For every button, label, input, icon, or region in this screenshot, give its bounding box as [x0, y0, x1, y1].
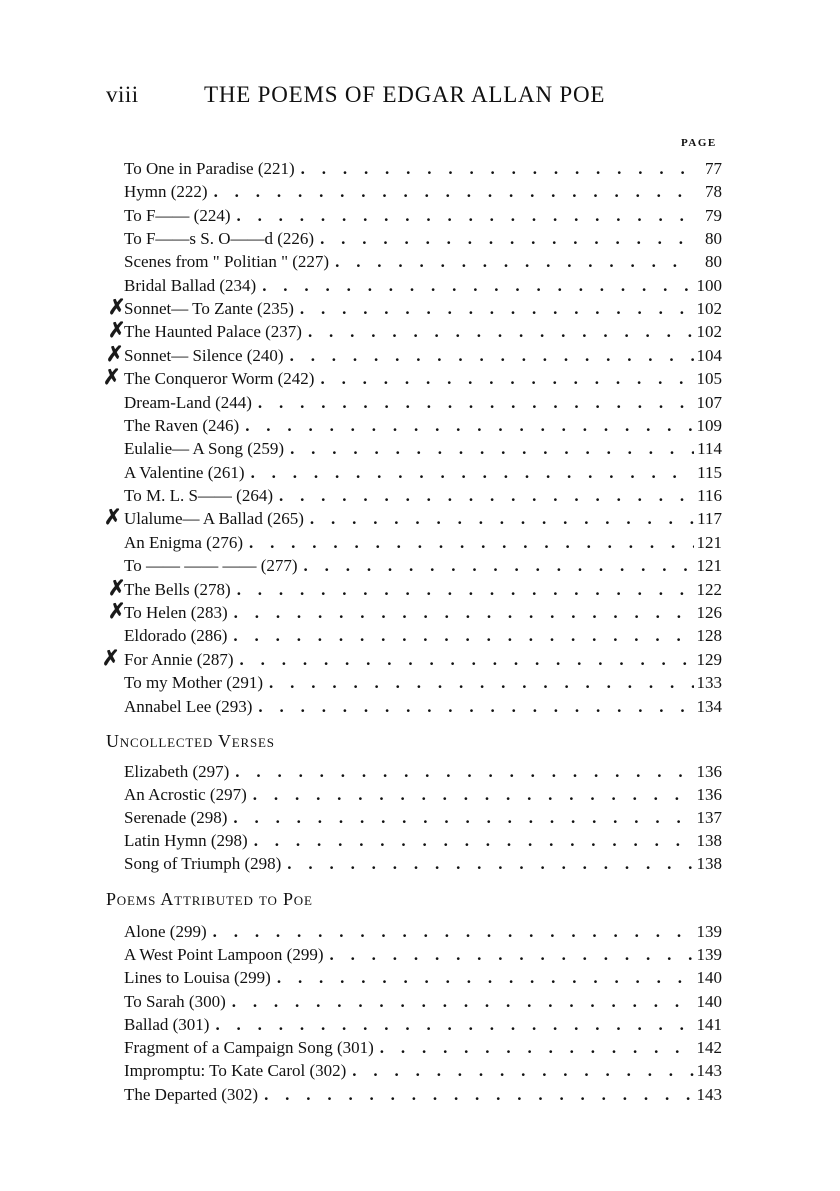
- leader-dots: [256, 274, 694, 297]
- toc-entry-title: Serenade (298): [124, 808, 228, 827]
- leader-dots: [228, 601, 694, 624]
- toc-entry-page: 79: [705, 206, 722, 225]
- toc-entry-page: 129: [696, 650, 722, 669]
- toc-entry: [124, 391, 722, 414]
- toc-entry: [124, 648, 722, 671]
- toc-entry: [124, 484, 722, 507]
- running-title: THE POEMS OF EDGAR ALLAN POE: [204, 82, 606, 107]
- toc-entry-title: Sonnet— Silence (240): [124, 346, 284, 365]
- leader-dots: [295, 157, 694, 180]
- toc-entry-title: A Valentine (261): [124, 463, 245, 482]
- leader-dots: [227, 806, 694, 829]
- toc-entry: [124, 852, 722, 875]
- toc-entry-title: Ballad (301): [124, 1015, 210, 1034]
- pencil-check-mark: ✗: [106, 342, 124, 366]
- toc-entry-title: To my Mother (291): [124, 673, 264, 692]
- toc-entry-title: To M. L. S—— (264): [124, 486, 273, 505]
- leader-dots: [314, 367, 694, 390]
- toc-entry-page: 141: [696, 1015, 722, 1034]
- toc-entry: [124, 157, 722, 180]
- toc-entry-page: 142: [696, 1038, 722, 1057]
- pencil-check-mark: ✗: [104, 505, 122, 529]
- leader-dots: [234, 648, 694, 671]
- toc-entry-page: 121: [696, 533, 722, 552]
- toc-entry-title: Impromptu: To Kate Carol (302): [124, 1061, 347, 1080]
- toc-entry: [124, 227, 722, 250]
- toc-entry-page: 137: [696, 808, 722, 827]
- toc-entry-page: 136: [696, 762, 722, 781]
- toc-entry: [124, 1083, 722, 1106]
- leader-dots: [209, 1013, 694, 1036]
- leader-dots: [273, 484, 694, 507]
- leader-dots: [284, 344, 694, 367]
- toc-entry: [124, 806, 722, 829]
- toc-entry: [124, 274, 722, 297]
- toc-entry: [124, 695, 722, 718]
- toc-entry: [124, 624, 722, 647]
- toc-entry: [124, 250, 722, 273]
- toc-entry: [124, 829, 722, 852]
- leader-dots: [247, 783, 694, 806]
- toc-entry: [124, 554, 722, 577]
- toc-entry-page: 105: [696, 369, 722, 388]
- toc-entry-page: 138: [696, 854, 722, 873]
- leader-dots: [245, 461, 694, 484]
- toc-entry-title: Fragment of a Campaign Song (301): [124, 1038, 374, 1057]
- toc-entry: [124, 578, 722, 601]
- toc-entry-title: To Sarah (300): [124, 992, 226, 1011]
- toc-entry-title: The Raven (246): [124, 416, 240, 435]
- toc-entry-page: 104: [696, 346, 722, 365]
- toc-entry: [124, 671, 722, 694]
- toc-entry: [124, 920, 722, 943]
- toc-entry-page: 80: [705, 229, 722, 248]
- leader-dots: [314, 227, 694, 250]
- page-column-label: PAGE: [681, 137, 717, 149]
- leader-dots: [263, 671, 694, 694]
- toc-entry-page: 139: [696, 922, 722, 941]
- leader-dots: [207, 920, 694, 943]
- toc-entry-page: 140: [696, 992, 722, 1011]
- toc-entry-page: 100: [696, 276, 722, 295]
- toc-entry-title: Elizabeth (297): [124, 762, 230, 781]
- toc-entry-page: 139: [696, 945, 722, 964]
- leader-dots: [239, 414, 694, 437]
- toc-entry-title: Song of Triumph (298): [124, 854, 282, 873]
- leader-dots: [323, 943, 694, 966]
- toc-entry: [124, 507, 722, 530]
- toc-entry: [124, 990, 722, 1013]
- running-header: [106, 82, 666, 116]
- toc-entry: [124, 204, 722, 227]
- leader-dots: [230, 204, 694, 227]
- leader-dots: [346, 1059, 694, 1082]
- pencil-check-mark: ✗: [103, 365, 121, 389]
- toc-entry-title: An Acrostic (297): [124, 785, 247, 804]
- toc-entry: [124, 1013, 722, 1036]
- toc-entry-title: Bridal Ballad (234): [124, 276, 257, 295]
- toc-entry-page: 80: [705, 252, 722, 271]
- toc-entry-page: 102: [696, 322, 722, 341]
- toc-entry-title: To One in Paradise (221): [124, 159, 295, 178]
- toc-entry: [124, 966, 722, 989]
- toc-entry: [124, 1059, 722, 1082]
- leader-dots: [294, 297, 694, 320]
- leader-dots: [284, 437, 694, 460]
- toc-entry-title: The Conqueror Worm (242): [124, 369, 315, 388]
- leader-dots: [258, 1083, 694, 1106]
- leader-dots: [226, 990, 694, 1013]
- leader-dots: [252, 695, 694, 718]
- toc-entry: [124, 531, 722, 554]
- toc-entry: [124, 297, 722, 320]
- toc-entry-page: 128: [696, 626, 722, 645]
- toc-entry-title: A West Point Lampoon (299): [124, 945, 324, 964]
- toc-entry-page: 143: [696, 1061, 722, 1080]
- toc-entry-page: 117: [697, 509, 722, 528]
- toc-entry-title: To F——s S. O——d (226): [124, 229, 315, 248]
- toc-entry-title: Lines to Louisa (299): [124, 968, 271, 987]
- toc-entry: [124, 414, 722, 437]
- toc-entry-page: 115: [697, 463, 722, 482]
- section-heading-poems-attributed: Poems Attributed to Poe: [106, 889, 313, 909]
- toc-entry-page: 107: [696, 393, 722, 412]
- toc-entry-title: The Bells (278): [124, 580, 231, 599]
- toc-entry-page: 78: [705, 182, 722, 201]
- toc-entry: [124, 320, 722, 343]
- pencil-check-mark: ✗: [108, 318, 126, 342]
- toc-entry-page: 133: [696, 673, 722, 692]
- pencil-check-mark: ✗: [108, 599, 126, 623]
- leader-dots: [302, 320, 694, 343]
- pencil-check-mark: ✗: [108, 295, 126, 319]
- toc-entry-title: To —— —— —— (277): [124, 556, 298, 575]
- leader-dots: [229, 760, 694, 783]
- toc-entry-page: 138: [696, 831, 722, 850]
- toc-entry-title: To F—— (224): [124, 206, 231, 225]
- leader-dots: [271, 966, 694, 989]
- toc-entry-page: 109: [696, 416, 722, 435]
- leader-dots: [304, 507, 694, 530]
- pencil-check-mark: ✗: [108, 576, 126, 600]
- pencil-check-mark: ✗: [102, 646, 120, 670]
- toc-entry: [124, 943, 722, 966]
- toc-entry-page: 134: [696, 697, 722, 716]
- toc-entry: [124, 344, 722, 367]
- toc-entry-title: Dream-Land (244): [124, 393, 252, 412]
- leader-dots: [298, 554, 694, 577]
- toc-entry-page: 102: [696, 299, 722, 318]
- toc-entry-title: For Annie (287): [124, 650, 234, 669]
- leader-dots: [243, 531, 694, 554]
- toc-entry: [124, 461, 722, 484]
- toc-entry-page: 114: [697, 439, 722, 458]
- toc-entry-page: 140: [696, 968, 722, 987]
- toc-entry: [124, 1036, 722, 1059]
- toc-entry-page: 122: [696, 580, 722, 599]
- page-folio: viii: [106, 82, 139, 107]
- leader-dots: [252, 391, 694, 414]
- toc-entry-page: 121: [696, 556, 722, 575]
- toc-entry-title: Eulalie— A Song (259): [124, 439, 285, 458]
- toc-entry-title: To Helen (283): [124, 603, 228, 622]
- toc-entry-page: 136: [696, 785, 722, 804]
- leader-dots: [227, 624, 694, 647]
- toc-entry-title: Hymn (222): [124, 182, 208, 201]
- toc-entry: [124, 783, 722, 806]
- toc-entry: [124, 601, 722, 624]
- toc-entry: [124, 760, 722, 783]
- toc-entry-title: Alone (299): [124, 922, 207, 941]
- toc-entry: [124, 180, 722, 203]
- toc-entry-title: Sonnet— To Zante (235): [124, 299, 294, 318]
- toc-entry-title: Latin Hymn (298): [124, 831, 248, 850]
- toc-entry-title: Eldorado (286): [124, 626, 228, 645]
- toc-entry-page: 126: [696, 603, 722, 622]
- leader-dots: [329, 250, 694, 273]
- toc-entry: [124, 367, 722, 390]
- toc-entry-page: 143: [696, 1085, 722, 1104]
- toc-entry-page: 77: [705, 159, 722, 178]
- toc-entry-title: The Haunted Palace (237): [124, 322, 302, 341]
- toc-entry-title: The Departed (302): [124, 1085, 259, 1104]
- leader-dots: [248, 829, 694, 852]
- toc-entry: [124, 437, 722, 460]
- section-heading-uncollected-verses: Uncollected Verses: [106, 731, 275, 751]
- toc-entry-page: 116: [697, 486, 722, 505]
- leader-dots: [281, 852, 694, 875]
- leader-dots: [208, 180, 694, 203]
- toc-entry-title: An Enigma (276): [124, 533, 243, 552]
- toc-entry-title: Ulalume— A Ballad (265): [124, 509, 304, 528]
- toc-entry-title: Scenes from " Politian " (227): [124, 252, 330, 271]
- leader-dots: [231, 578, 694, 601]
- toc-entry-title: Annabel Lee (293): [124, 697, 253, 716]
- leader-dots: [374, 1036, 694, 1059]
